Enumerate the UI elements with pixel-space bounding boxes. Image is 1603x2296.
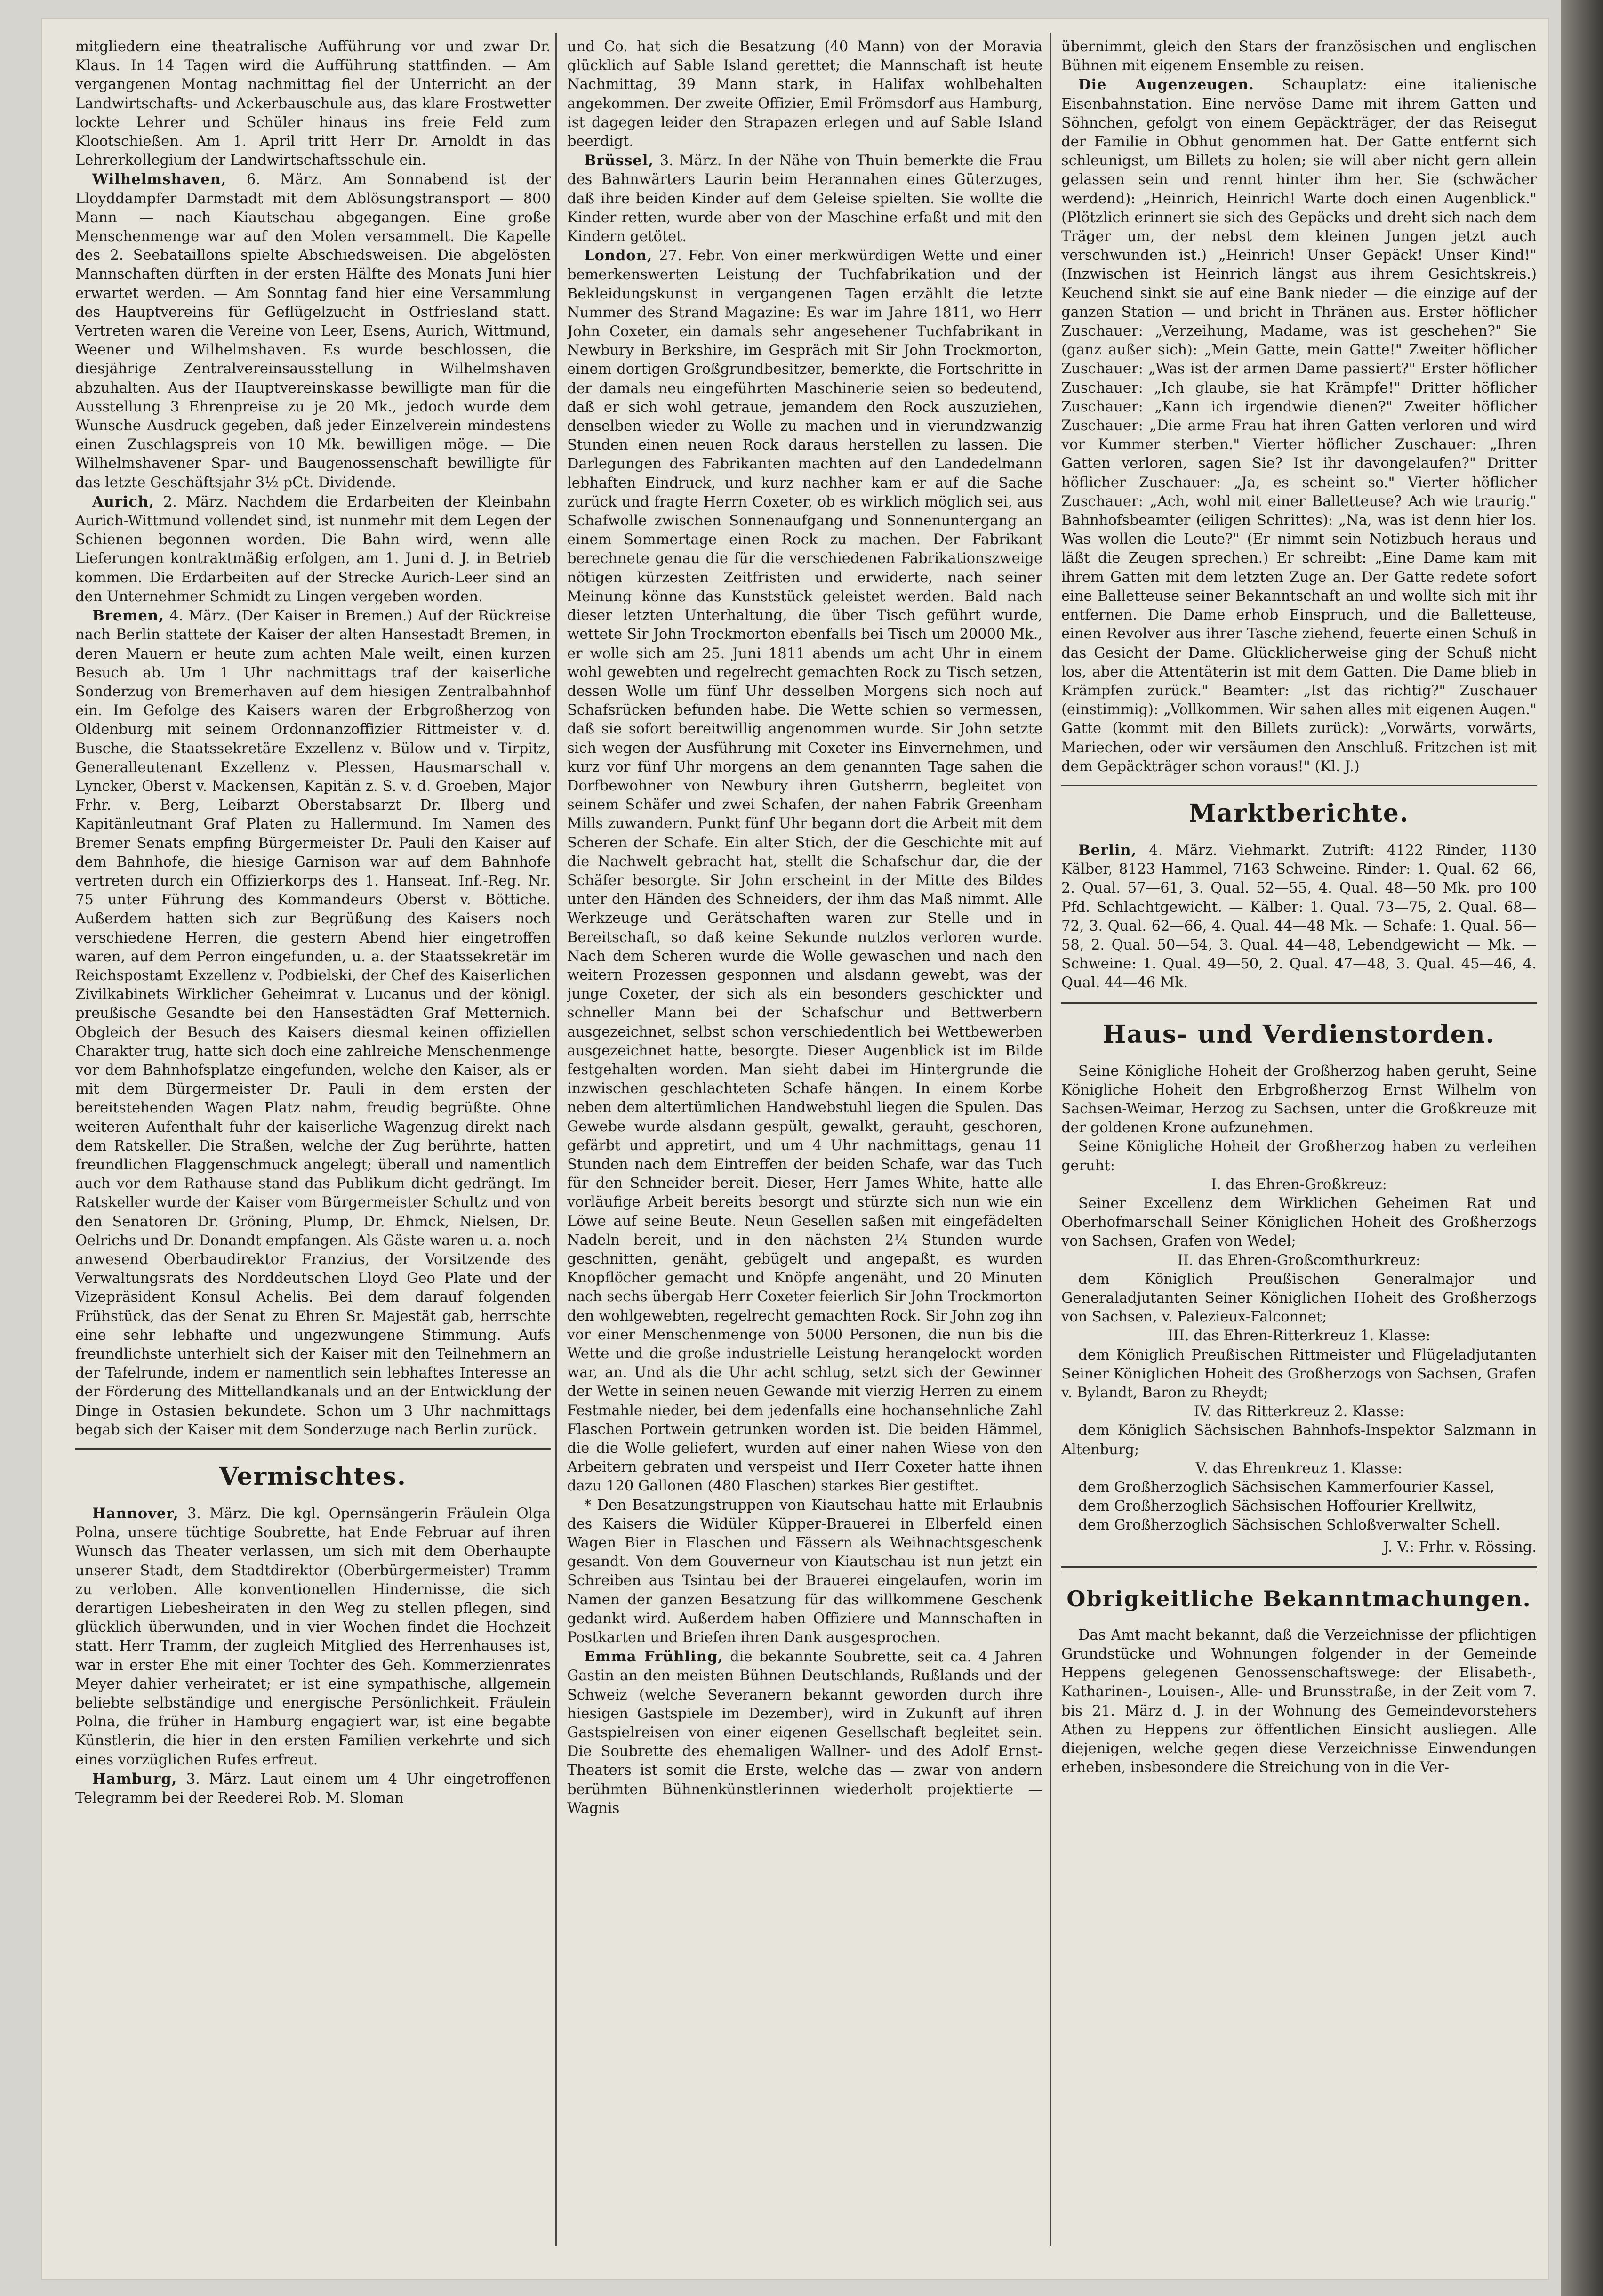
article-wilhelmshaven	[75, 170, 551, 492]
article-hannover	[75, 1504, 551, 1770]
dateline-place: Wilhelmshaven,	[92, 171, 227, 188]
article-kiautschau: * Den Besatzungstruppen von Kiautschau hatte mit Erlaubnis des Kaisers die Widüler Küpper-Brauerei in Elberfeld einen Wagen Bier in Flaschen und Fässern als Weihnachtsgeschenk gesandt. Von dem Gouverneur von Kiautschau ist nun jetzt ein Schreiben aus Tsintau bei der Brauerei eingelaufen, worin im Namen der ganzen Besatzung für das willkommene Geschenk gedankt wird. Außerdem haben Offiziere und Mannschaften in Postkarten und Briefen ihren Dank ausgesprochen.	[567, 1497, 1042, 1646]
dateline-place: Aurich,	[92, 493, 154, 510]
article-text: 3. März. Die kgl. Opernsängerin Fräulein Olga Polna, unsere tüchtige Soubrette, hat Ende Februar auf ihren Wunsch das Theater verlassen, um sich mit dem Oberhaupte unserer Stadt, dem Stadtdirektor (Oberbürgermeister) Tramm zu verloben. Alle konventionellen Hindernisse, die sich derartigen Liebesheiraten in den Weg zu stellen pflegen, sind glücklich überwunden, und in vier Wochen findet die Hochzeit statt. Herr Tramm, der zugleich Mitglied des Herrenhauses ist, war in erster Ehe mit einer Tochter des Geh. Kommerzienrates Meyer dahier verheiratet; er ist eine sympathische, allgemein beliebte selbständige und energische Persönlichkeit. Fräulein Polna, die früher in Hamburg engagiert war, ist eine begabte Künstlerin, die hier in den ersten Familien verkehrte und sich eines vorzüglichen Rufes erfreut.	[75, 1506, 551, 1768]
dateline-place: London,	[584, 247, 653, 265]
section-title-marktberichte: Marktberichte.	[1189, 798, 1409, 828]
market-report	[1061, 841, 1537, 993]
article-heading: Die Augenzeugen.	[1078, 76, 1254, 94]
orden-recipient: dem Königlich Preußischen Rittmeister und Flügeladjutanten Seiner Königlichen Hoheit des Großherzogs von Sachsen, Grafen v. Bylandt, Baron zu Rheydt;	[1061, 1346, 1537, 1401]
dateline-place: Emma Frühling,	[584, 1648, 723, 1666]
page-edge	[1561, 0, 1603, 2296]
article-text: 2. März. Nachdem die Erdarbeiten der Kleinbahn Aurich-Wittmund vollendet sind, ist nunmehr mit dem Legen der Schienen begonnen worden. Die Bahn wird, wenn alle Lieferungen kontraktmäßig erfolgen, am 1. Juni d. J. in Betrieb kommen. Die Erdarbeiten auf der Strecke Aurich-Leer sind an den Unternehmer Schmidt zu Lingen vergeben worden.	[75, 493, 551, 605]
column-rule-2	[1050, 33, 1051, 2246]
column-3	[1061, 38, 1537, 2241]
orden-recipient: dem Großherzoglich Sächsischen Schloßverwalter Schell.	[1078, 1517, 1500, 1534]
article-text: 6. März. Am Sonnabend ist der Lloyddampfer Darmstadt mit dem Ablösungstransport — 800 Mann — nach Kiautschau abgegangen. Eine große Menschenmenge war auf den Molen versammelt. Die Kapelle des 2. Seebataillons spielte Abschiedsweisen. Die abgelösten Mannschaften dürften in der ersten Hälfte des Monats Juni hier erwartet werden. — Am Sonntag fand hier eine Versammlung des Hauptvereins für Geflügelzucht in Ostfriesland statt. Vertreten waren die Vereine von Leer, Esens, Aurich, Wittmund, Weener und Wilhelmshaven. Es wurde beschlossen, die diesjährige Zentralvereinsausstellung in Wilhelmshaven abzuhalten. Aus der Hauptvereinskasse bewilligte man für die Ausstellung 3 Ehrenpreise zu je 20 Mk., jedoch wurde dem Wunsche Ausdruck gegeben, daß jeder Einzelverein mindestens einen Zuschlagspreis von 10 Mk. bewilligen möge. — Die Wilhelmshavener Spar- und Baugenossenschaft bewilligte für das letzte Geschäftsjahr 3½ pCt. Dividende.	[75, 171, 551, 491]
dateline-place: Brüssel,	[584, 152, 654, 169]
orden-intro: Seine Königliche Hoheit der Großherzog haben geruht, Seine Königliche Hoheit den Erbgroßherzog Ernst Wilhelm von Sachsen-Weimar, Herzog zu Sachsen, unter die Großkreuze mit der goldenen Krone aufzunehmen.	[1061, 1063, 1537, 1136]
column-1	[75, 38, 551, 2241]
orden-class: III. das Ehren-Ritterkreuz 1. Klasse:	[1167, 1328, 1431, 1345]
orden-class: V. das Ehrenkreuz 1. Klasse:	[1195, 1460, 1403, 1477]
article-text: 3. März. Laut einem um 4 Uhr eingetroffenen Telegramm bei der Reederei Rob. M. Sloman	[75, 1771, 551, 1807]
orden-recipient: dem Königlich Preußischen Generalmajor und Generaladjutanten Seiner Königlichen Hoheit des Großherzogs von Sachsen, v. Palezieux-Falconnet;	[1061, 1271, 1537, 1326]
orden-recipient: dem Königlich Sächsischen Bahnhofs-Inspektor Salzmann in Altenburg;	[1061, 1422, 1537, 1458]
section-title-vermischtes: Vermischtes.	[219, 1462, 407, 1491]
article-hamburg	[75, 1770, 551, 1808]
signature: J. V.: Frhr. v. Rössing.	[1383, 1539, 1537, 1555]
article-bremen	[75, 606, 551, 1440]
orden-class: IV. das Ritterkreuz 2. Klasse:	[1194, 1403, 1404, 1420]
column-rule-1	[555, 33, 557, 2246]
dateline-place: Hannover,	[92, 1505, 179, 1523]
orden-class: II. das Ehren-Großcomthurkreuz:	[1177, 1252, 1421, 1269]
dateline-place: Berlin,	[1078, 841, 1137, 859]
article-text: Schauplatz: eine italienische Eisenbahnstation. Eine nervöse Dame mit ihrem Gatten und Söhnchen, gefolgt von einem Gepäckträger, der das Reisegut der Familie in Obhut genommen hat. Der Gatte entfernt sich schleunigst, um Billets zu holen; sie will aber nicht gern allein gelassen sein und rennt hinter ihm her. Sie (schwächer werdend): „Heinrich, Heinrich! Warte doch einen Augenblick." (Plötzlich erinnert sie sich des Gepäcks und dreht sich nach dem Träger um, der nebst dem kleinen Jungen jetzt auch verschwunden ist.) „Heinrich! Unser Gepäck! Unser Kind!" (Inzwischen ist Heinrich längst aus ihrem Gesichtskreis.) Keuchend sinkt sie auf eine Bank nieder — die einzige auf der ganzen Station — und bricht in Thränen aus. Erster höflicher Zuschauer: „Verzeihung, Madame, was ist geschehen?" Sie (ganz außer sich): „Mein Gatte, mein Gatte!" Zweiter höflicher Zuschauer: „Was ist der armen Dame passiert?" Erster höflicher Zuschauer: „Ich glaube, sie hat Krämpfe!" Dritter höflicher Zuschauer: „Kann ich irgendwie dienen?" Zweiter höflicher Zuschauer: „Die arme Frau hat ihren Gatten verloren und wird vor Kummer sterben." Vierter höflicher Zuschauer: „Ihren Gatten verloren, sagen Sie? Ist ihr davongelaufen?" Dritter höflicher Zuschauer: „Ja, es scheint so." Vierter höflicher Zuschauer: „Ach, wohl mit einer Balletteuse? Ach wie traurig." Bahnhofsbeamter (eiligen Schrittes): „Na, was ist denn hier los. Was wollen die Leute?" (Er nimmt sein Notizbuch heraus und läßt die Zeugen sprechen.) Er schreibt: „Eine Dame kam mit ihrem Gatten mit dem letzten Zuge an. Der Gatte redete sofort eine Balletteuse seiner Bekanntschaft an und wollte sich mit ihr entfernen. Die Dame erhob Einspruch, und die Balletteuse, einen Revolver aus ihrer Tasche ziehend, feuerte einen Schuß in das Gesicht der Dame. Glücklicherweise ging der Schuß nicht los, aber die Attentäterin ist mit dem Gatten. Die Dame blieb in Krämpfen zurück." Beamter: „Ist das richtig?" Zuschauer (einstimmig): „Vollkommen. Wir sahen alles mit eigenen Augen." Gatte (kommt mit den Billets zurück): „Vorwärts, vorwärts, Mariechen, oder wir versäumen den Anschluß. Fritzchen ist mit dem Gepäckträger schon voraus!" (Kl. J.)	[1061, 77, 1537, 775]
article-text: 3. März. In der Nähe von Thuin bemerkte die Frau des Bahnwärters Laurin beim Herannahen eines Güterzuges, daß ihre beiden Kinder auf dem Geleise spielten. Sie wollte die Kinder retten, wurde aber von der Maschine erfaßt und mit den Kindern getötet.	[567, 153, 1042, 245]
divider	[1061, 785, 1537, 786]
article-text: 4. März. Viehmarkt. Zutrift: 4122 Rinder, 1130 Kälber, 8123 Hammel, 7163 Schweine. Rinder: 1. Qual. 62—66, 2. Qual. 57—61, 3. Qual. 52—55, 4. Qual. 48—50 Mk. pro 100 Pfd. Schlachtgewicht. — Kälber: 1. Qual. 73—75, 2. Qual. 68—72, 3. Qual. 62—66, 4. Qual. 44—48 Mk. — Schafe: 1. Qual. 56—58, 2. Qual. 50—54, 3. Qual. 44—48, Lebendgewicht — Mk. — Schweine: 1. Qual. 49—50, 2. Qual. 47—48, 3. Qual. 45—46, 4. Qual. 44—46 Mk.	[1061, 842, 1537, 991]
notice-text: Das Amt macht bekannt, daß die Verzeichnisse der pflichtigen Grundstücke und Wohnungen folgender in der Gemeinde Heppens gelegenen Genossenschaftswege: der Elisabeth-, Katharinen-, Louisen-, Alle- und Brunsstraße, in der Zeit vom 7. bis 21. März d. J. in der Wohnung des Gemeindevorstehers Athen zu Heppens zur öffentlichen Einsicht ausliegen. Alle diejenigen, welche gegen diese Verzeichnisse Einwendungen erheben, insbesondere die Streichung von in die Ver-	[1061, 1627, 1537, 1776]
article-london	[567, 246, 1042, 1496]
article-text: die bekannte Soubrette, seit ca. 4 Jahren Gastin an den meisten Bühnen Deutschlands, Rußlands und der Schweiz (welche Severanern bekannt geworden durch ihre hiesigen Gastspiele im Dezember), wird in Zukunft auf ihren Gastspielreisen von einer eigenen Gesellschaft begleitet sein. Die Soubrette des ehemaligen Wallner- und des Adolf Ernst-Theaters ist somit die Erste, welche das — zwar von andern berühmten Bühnenkünstlerinnen wiederholt projektierte — Wagnis	[567, 1649, 1042, 1817]
section-title-orden: Haus- und Verdienstorden.	[1103, 1020, 1495, 1049]
orden-class: I. das Ehren-Großkreuz:	[1211, 1176, 1387, 1193]
article-bruessel	[567, 151, 1042, 246]
divider	[75, 1448, 551, 1450]
article-augenzeugen	[1061, 75, 1537, 776]
dateline-place: Bremen,	[92, 607, 164, 625]
section-title-bekanntmachungen: Obrigkeitliche Bekanntmachungen.	[1066, 1586, 1531, 1611]
article-text: 27. Febr. Von einer merkwürdigen Wette und einer bemerkenswerten Leistung der Tuchfabrikation und der Bekleidungskunst in vergangenen Tagen erzählt die letzte Nummer des Strand Magazine: Es war im Jahre 1811, wo Herr John Coxeter, ein damals sehr angesehener Tuchfabrikant in Newbury in Berkshire, im Gespräch mit Sir John Trockmorton, einem dortigen Großgrundbesitzer, bemerkte, die Fortschritte in der damals neu eingeführten Maschinerie seien so bedeutend, daß er sich wohl getraue, jemandem den Rock auszuziehen, denselben wieder zu Wolle zu machen und in vierundzwanzig Stunden einen neuen Rock daraus herstellen zu lassen. Die Darlegungen des Fabrikanten machten auf den Landedelmann lebhaften Eindruck, und kurz nachher kam er auf die Sache zurück und fragte Herrn Coxeter, ob es wirklich möglich sei, aus Schafwolle zwischen Sonnenaufgang und Sonnenuntergang an einem Sommertage einen Rock zu machen. Der Fabrikant berechnete genau die für die verschiedenen Fabrikationszweige nötigen kürzesten Zeitfristen und erwiderte, nach seiner Meinung könne das Kunststück geleistet werden. Bald nach dieser letzten Unterhaltung, die über Tisch geführt wurde, wettete Sir John Trockmorton ebenfalls bei Tisch um 20000 Mk., er wolle sich am 25. Juni 1811 abends um acht Uhr in einem wohl gewebten und regelrecht gemachten Rock zu Tisch setzen, dessen Wolle um fünf Uhr desselben Morgens sich noch auf Schafsrücken befunden habe. Die Wette schien so vermessen, daß sie sofort bereitwillig angenommen wurde. Sir John setzte sich wegen der Ausführung mit Coxeter ins Einvernehmen, und kurz vor fünf Uhr morgens an dem genannten Tage sahen die Dorfbewohner von Newbury ihren Gutsherrn, begleitet von seinem Schäfer und zwei Schafen, der nahen Fabrik Greenham Mills zuwandern. Punkt fünf Uhr begann dort die Arbeit mit dem Scheren der Schafe. Ein alter Stich, der die Geschichte mit auf die Nachwelt gebracht hat, stellt die Schafschur dar, die der Schäfer besorgte. Sir John erscheint in der Mitte des Bildes unter den Händen des Schneiders, der ihm das Maß nimmt. Alle Werkzeuge und Gerätschaften waren zur Stelle und in Bereitschaft, so daß keine Sekunde nutzlos verloren wurde. Nach dem Scheren wurde die Wolle gewaschen und nach den weitern Prozessen gesponnen und alsdann gewebt, was der junge Coxeter, der sich als ein besonders geschickter und schneller Mann bei der Schafschur und Bettwerbern ausgezeichnet, selbst schon verschiedentlich bei Wettbewerben ausgezeichnet hatte, besorgte. Dieser Augenblick ist im Bilde festgehalten worden. Man sieht dabei im Hintergrunde die inzwischen geschlachteten Schafe hängen. In einem Korbe neben dem altertümlichen Handwebstuhl liegen die Spulen. Das Gewebe wurde alsdann gespült, gewalkt, gerauht, geschoren, gefärbt und appretirt, und um 4 Uhr nachmittags, genau 11 Stunden nach dem Eintreffen der beiden Schafe, war das Tuch für den Schneider bereit. Dieser, Herr James White, hatte alle vorläufige Arbeit bereits besorgt und stürzte sich nun wie ein Löwe auf seine Beute. Neun Gesellen saßen mit eingefädelten Nadeln bereit, und in den nächsten 2¼ Stunden wurde geschnitten, genäht, gebügelt und angepaßt, es wurden Knopflöcher gemacht und Knöpfe angenäht, und 20 Minuten nach sechs übergab Herr Coxeter feierlich Sir John Trockmorton den wohlgewebten, regelrecht gemachten Rock. Sir John zog ihn vor einer Menschenmenge von 5000 Personen, die nun bis die Wette und die große industrielle Leistung herangelockt worden war, an. Und als die Uhr acht schlug, setzt sich der Gewinner der Wette in seinen neuen Gewande mit vierzig Herren zu einem Festmahle nieder, bei dem jedenfalls eine hochansehnliche Zahl Flaschen Portwein getrunken worden ist. Die beiden Hämmel, die die Wolle geliefert, wurden auf einer nahen Wiese von den Arbeitern gebraten und verspeist und Herr Coxeter hatte ihnen dazu 120 Gallonen (480 Flaschen) starkes Bier gestiftet.	[567, 248, 1042, 1495]
dateline-place: Hamburg,	[92, 1770, 177, 1788]
orden-text: Seine Königliche Hoheit der Großherzog haben zu verleihen geruht:	[1061, 1138, 1537, 1174]
article-text: mitgliedern eine theatralische Aufführung vor und zwar Dr. Klaus. In 14 Tagen wird die Aufführung stattfinden. — Am vergangenen Montag nachmittag fiel der Unterricht an der Landwirtschafts- und Ackerbauschule aus, das klare Frostwetter lockte Lehrer und Schüler hinaus ins freie Feld zum Klootschießen. Am 1. April tritt Herr Dr. Arnoldt in das Lehrerkollegium der Landwirtschaftsschule ein.	[75, 39, 551, 169]
divider	[1061, 1002, 1537, 1007]
article-text: 4. März. (Der Kaiser in Bremen.) Auf der Rückreise nach Berlin stattete der Kaiser der alten Hansestadt Bremen, in deren Mauern er heute zum achten Male weilt, einen kurzen Besuch ab. Um 1 Uhr nachmittags traf der kaiserliche Sonderzug von Bremerhaven auf dem hiesigen Zentralbahnhof ein. Im Gefolge des Kaisers waren der Erbgroßherzog von Oldenburg mit seinem Ordonnanzoffizier Rittmeister v. d. Busche, die Staatssekretäre Exzellenz v. Bülow und v. Tirpitz, Generalleutenant Exzellenz v. Plessen, Hausmarschall v. Lyncker, Oberst v. Mackensen, Kapitän z. S. v. d. Groeben, Major Frhr. v. Berg, Leibarzt Oberstabsarzt Dr. Ilberg und Kapitänleutnant Graf Platen zu Hallermund. Im Namen des Bremer Senats empfing Bürgermeister Dr. Pauli den Kaiser auf dem Bahnhofe, die hiesige Garnison war auf dem Bahnhofe vertreten durch ein Offizierkorps des 1. Hanseat. Inf.-Reg. Nr. 75 unter Führung des Kommandeurs Oberst v. Böttiche. Außerdem hatten sich zur Begrüßung des Kaisers noch verschiedene Herren, die gestern Abend hier eingetroffen waren, auf dem Perron eingefunden, u. a. der Staatssekretär im Reichspostamt Exzellenz v. Podbielski, der Chef des Kaiserlichen Zivilkabinets Wirklicher Geheimrat v. Lucanus und der königl. preußische Gesandte bei den Hansestädten Graf Metternich. Obgleich der Besuch des Kaisers diesmal keinen offiziellen Charakter trug, hatte sich doch eine zahlreiche Menschenmenge vor dem Bahnhofsplatze eingefunden, welche den Kaiser, als er mit dem Bürgermeister Dr. Pauli in dem ersten der bereitstehenden Wagen Platz nahm, freudig begrüßte. Ohne weiteren Aufenthalt fuhr der kaiserliche Wagenzug direkt nach dem Ratskeller. Die Straßen, welche der Zug berührte, hatten freundlichen Flaggenschmuck angelegt; überall und namentlich auch vor dem Rathause stand das Publikum dicht gedrängt. Im Ratskeller wurde der Kaiser vom Bürgermeister Schultz und von den Senatoren Dr. Gröning, Plump, Dr. Ehmck, Nielsen, Dr. Oelrichs und Dr. Donandt empfangen. Als Gäste waren u. a. noch anwesend Oberbaudirektor Franzius, der Vorsitzende des Verwaltungsrats des Norddeutschen Lloyd Geo Plate und der Vizepräsident Konsul Achelis. Bei dem darauf folgenden Frühstück, das der Senat zu Ehren Sr. Majestät gab, herrschte eine sehr lebhafte und ungezwungene Stimmung. Aufs freundlichste unterhielt sich der Kaiser mit den Teilnehmern an der Tafelrunde, indem er namentlich sein lebhaftes Interesse an der Förderung des Mittellandkanals und an der Entwicklung der Dinge in Ostasien bekundete. Schon um 3 Uhr nachmittags begab sich der Kaiser mit dem Sonderzuge nach Berlin zurück.	[75, 608, 551, 1438]
orden-recipient: Seiner Excellenz dem Wirklichen Geheimen Rat und Oberhofmarschall Seiner Königlichen Hoheit des Großherzogs von Sachsen, Grafen von Wedel;	[1061, 1195, 1537, 1250]
column-2	[567, 38, 1042, 2241]
orden-recipient: dem Großherzoglich Sächsischen Kammerfourier Kassel,	[1078, 1479, 1495, 1496]
article-aurich	[75, 492, 551, 606]
orden-recipient: dem Großherzoglich Sächsischen Hoffourier Krellwitz,	[1078, 1498, 1477, 1515]
article-text: und Co. hat sich die Besatzung (40 Mann) von der Moravia glücklich auf Sable Island gerettet; die Mannschaft ist heute Nachmittag, 39 Mann stark, in Halifax wohlbehalten angekommen. Der zweite Offizier, Emil Frömsdorf aus Hamburg, ist dagegen leider den Strapazen erlegen und auf Sable Island beerdigt.	[567, 39, 1042, 150]
divider	[1061, 1566, 1537, 1571]
article-emma-fruehling	[567, 1647, 1042, 1818]
article-text: übernimmt, gleich den Stars der französischen und englischen Bühnen mit eigenem Ensemble zu reisen.	[1061, 39, 1537, 74]
